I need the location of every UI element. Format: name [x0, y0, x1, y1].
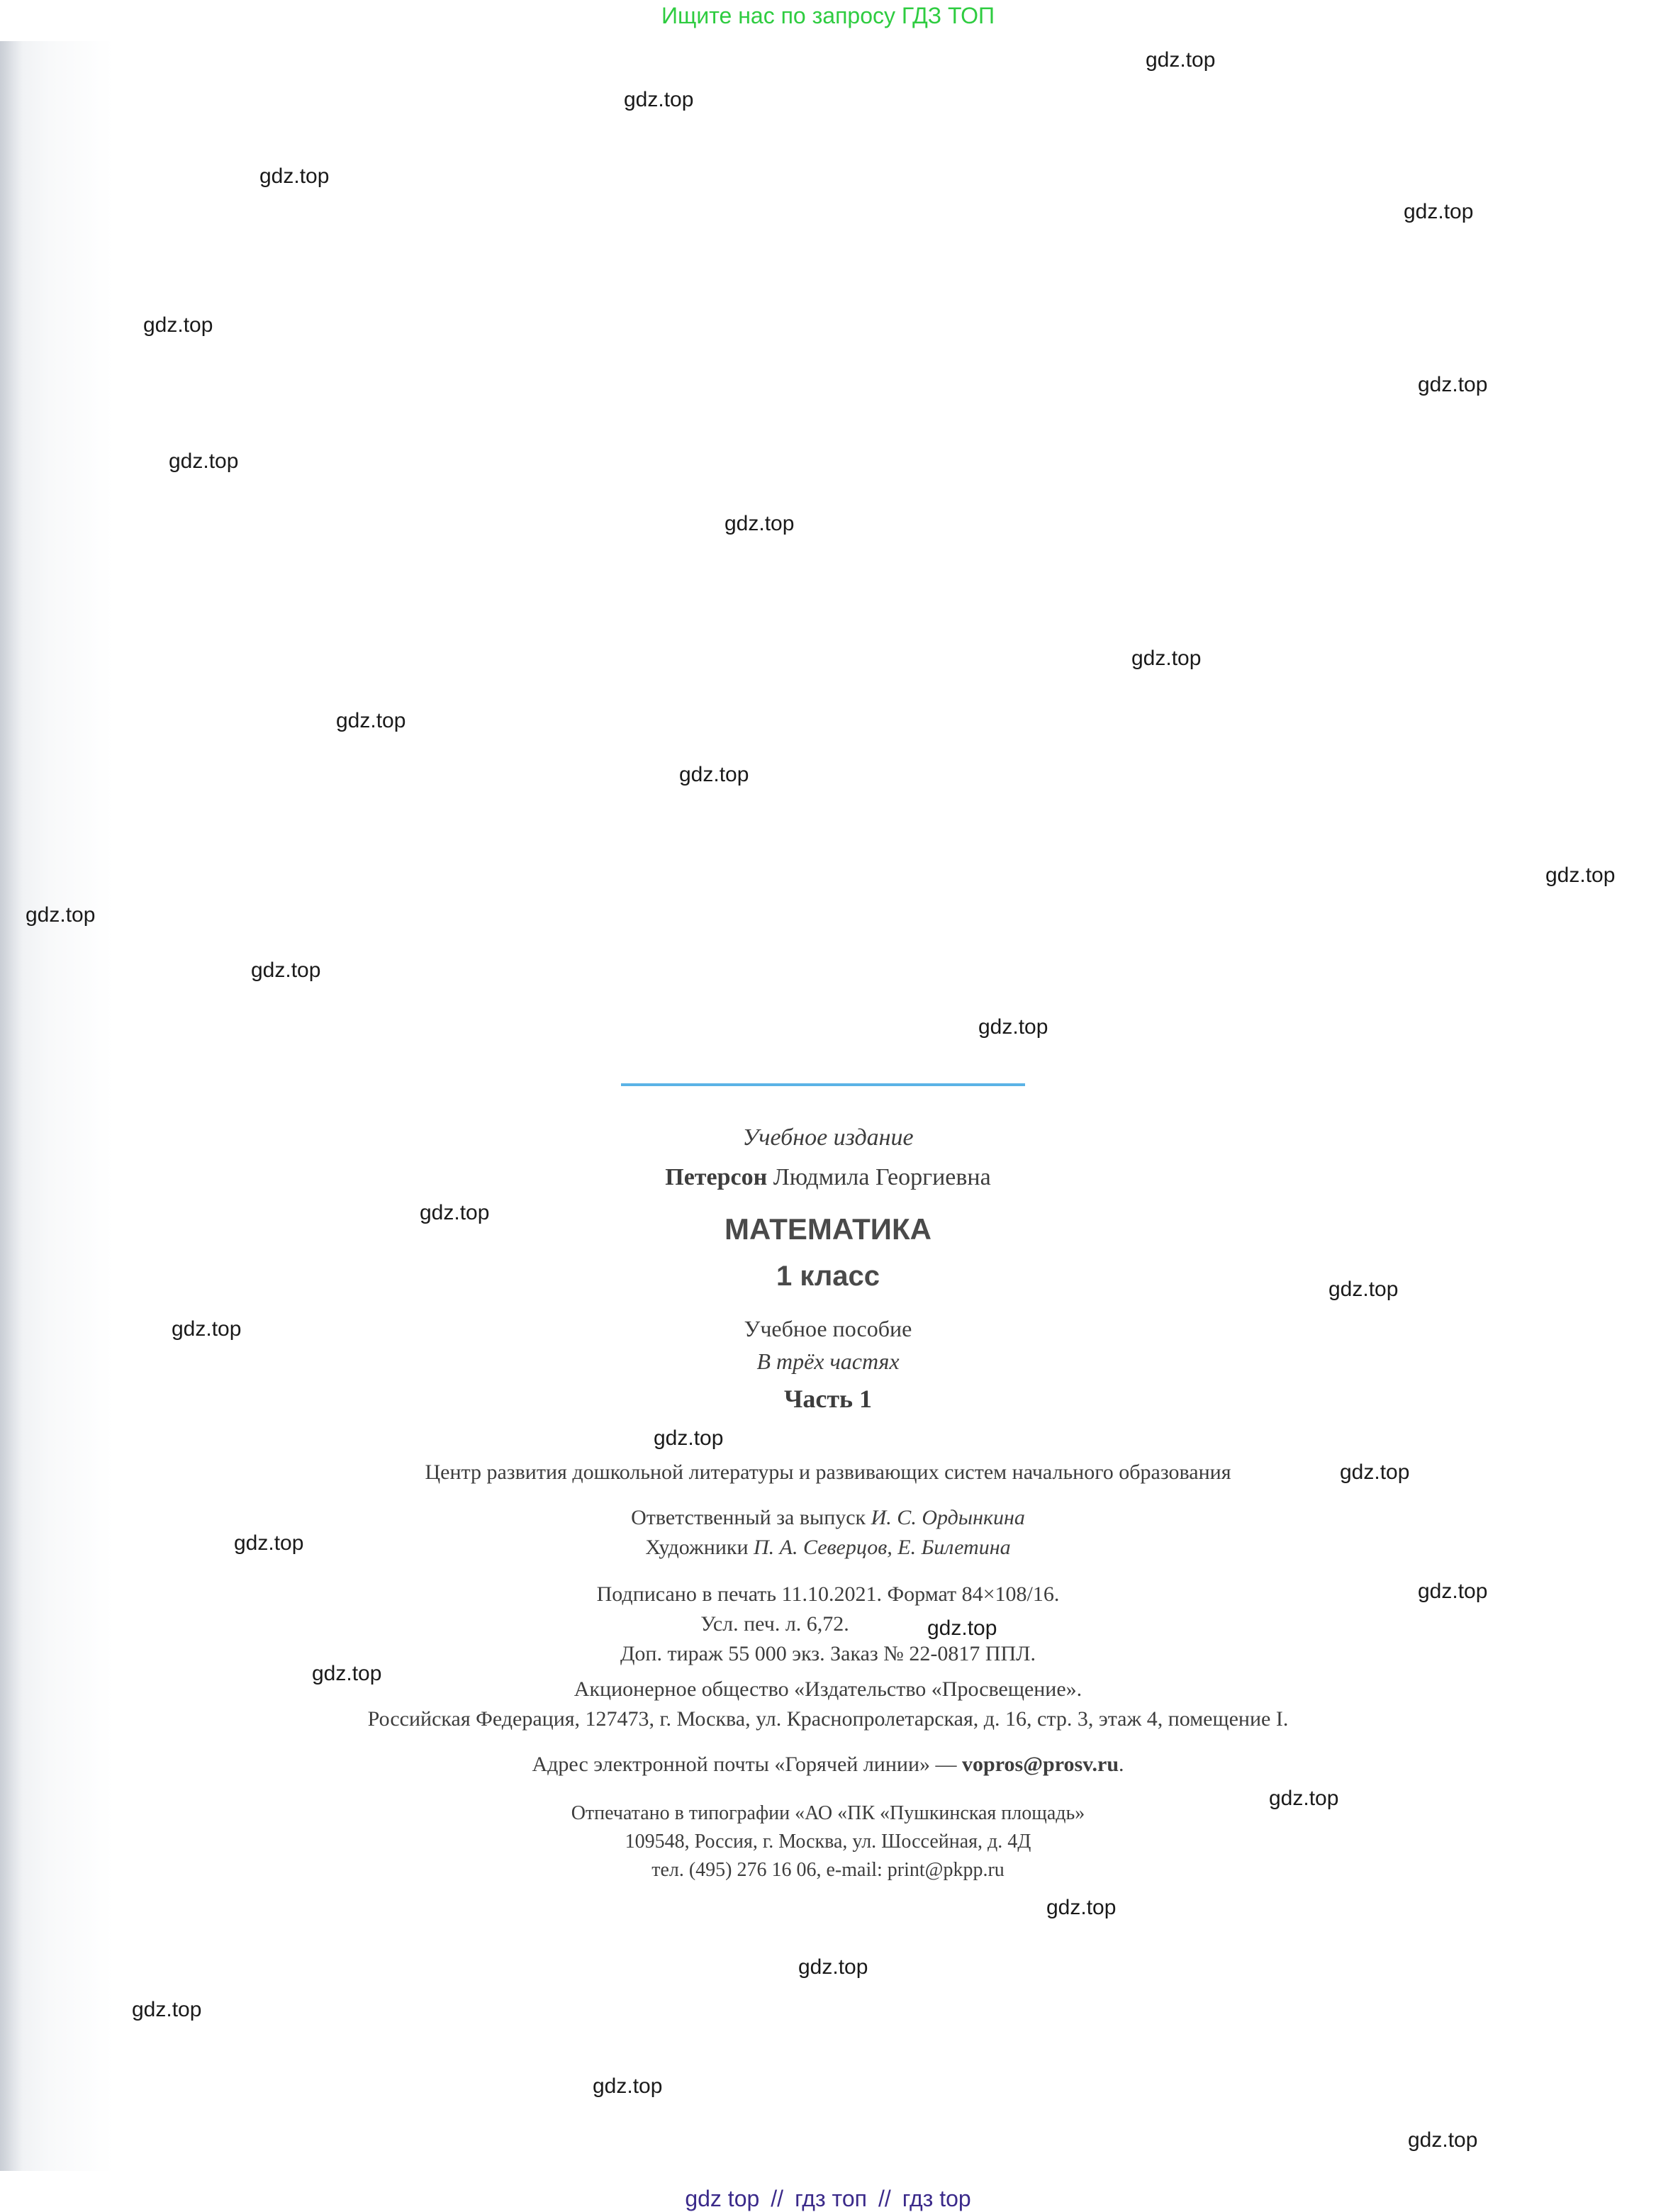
watermark: gdz.top: [26, 903, 96, 927]
circulation-line: Доп. тираж 55 000 экз. Заказ № 22-0817 ППЛ.: [620, 1642, 1036, 1665]
email-label: Адрес электронной почты «Горячей линии» —: [532, 1753, 957, 1776]
watermark: gdz.top: [259, 164, 330, 188]
book-parts: В трёх частях: [756, 1348, 900, 1374]
watermark: gdz.top: [169, 449, 239, 473]
watermark: gdz.top: [336, 709, 406, 732]
top-banner[interactable]: Ищите нас по запросу ГДЗ ТОП: [661, 3, 995, 28]
watermark: gdz.top: [143, 313, 213, 337]
watermark: gdz.top: [1340, 1460, 1410, 1484]
watermark: gdz.top: [978, 1015, 1048, 1039]
bottom-link-gdz-top[interactable]: gdz top: [685, 2186, 760, 2211]
imprint-divider: [621, 1083, 1025, 1086]
signed-line: Подписано в печать 11.10.2021. Формат 84×108/16.: [596, 1582, 1060, 1606]
watermark: gdz.top: [1328, 1278, 1399, 1301]
sheets-line: Усл. печ. л. 6,72.: [700, 1612, 849, 1636]
email-link[interactable]: vopros@prosv.ru: [962, 1753, 1119, 1776]
watermark: gdz.top: [798, 1955, 868, 1979]
watermark: gdz.top: [132, 1998, 202, 2021]
watermark: gdz.top: [724, 512, 795, 535]
watermark: gdz.top: [251, 959, 321, 982]
artists-line: [0, 1536, 1656, 1560]
email-end: .: [1119, 1753, 1124, 1776]
center-name: Центр развития дошкольной литературы и развивающих систем начального образования: [425, 1460, 1231, 1484]
watermark: gdz.top: [1404, 200, 1474, 223]
watermark: gdz.top: [1046, 1896, 1117, 1919]
watermark: gdz.top: [312, 1662, 382, 1685]
publisher-line: Акционерное общество «Издательство «Просвещение».: [574, 1677, 1082, 1701]
author-surname: Петерсон: [665, 1164, 768, 1190]
bottom-links: [0, 2185, 1656, 2212]
author-line: [0, 1164, 1656, 1191]
watermark: gdz.top: [1269, 1787, 1339, 1810]
link-separator: //: [878, 2186, 891, 2211]
watermark: gdz.top: [1131, 647, 1202, 670]
author-name: Людмила Георгиевна: [773, 1164, 991, 1190]
printed-line: Отпечатано в типографии «АО «ПК «Пушкинская площадь»: [571, 1802, 1085, 1824]
watermark: gdz.top: [654, 1426, 724, 1450]
responsible-line: [0, 1506, 1656, 1530]
watermark: gdz.top: [1408, 2128, 1478, 2152]
book-type: Учебное пособие: [744, 1316, 912, 1341]
book-title: МАТЕМАТИКА: [724, 1212, 931, 1246]
watermark: gdz.top: [1146, 48, 1216, 72]
edition-type: Учебное издание: [742, 1124, 914, 1151]
print-address-line: 109548, Россия, г. Москва, ул. Шоссейная, д. 4Д: [625, 1831, 1031, 1853]
watermark: gdz.top: [624, 88, 694, 111]
bottom-link-gdz-top-mixed[interactable]: гдз top: [902, 2186, 971, 2211]
email-line: [0, 1753, 1656, 1777]
watermark: gdz.top: [234, 1531, 304, 1555]
link-separator: //: [771, 2186, 784, 2211]
responsible-name: И. С. Ордынкина: [871, 1506, 1025, 1529]
artists-names: П. А. Северцов, Е. Билетина: [754, 1536, 1011, 1559]
watermark: gdz.top: [927, 1616, 997, 1640]
watermark: gdz.top: [679, 763, 749, 786]
watermark: gdz.top: [420, 1201, 490, 1224]
address-line: Российская Федерация, 127473, г. Москва, ул. Краснопролетарская, д. 16, стр. 3, этаж 4, помещение I.: [367, 1707, 1289, 1731]
watermark: gdz.top: [172, 1317, 242, 1341]
watermark: gdz.top: [1418, 1580, 1488, 1603]
book-part: Часть 1: [783, 1385, 873, 1413]
bottom-link-gdz-top-ru[interactable]: гдз топ: [795, 2186, 867, 2211]
watermark: gdz.top: [1418, 373, 1488, 396]
watermark: gdz.top: [1545, 864, 1616, 887]
book-grade: 1 класс: [776, 1261, 880, 1292]
responsible-label: Ответственный за выпуск: [631, 1506, 866, 1529]
artists-label: Художники: [645, 1536, 749, 1559]
print-contacts-line: тел. (495) 276 16 06, e-mail: print@pkpp.ru: [651, 1859, 1005, 1881]
watermark: gdz.top: [593, 2074, 663, 2098]
